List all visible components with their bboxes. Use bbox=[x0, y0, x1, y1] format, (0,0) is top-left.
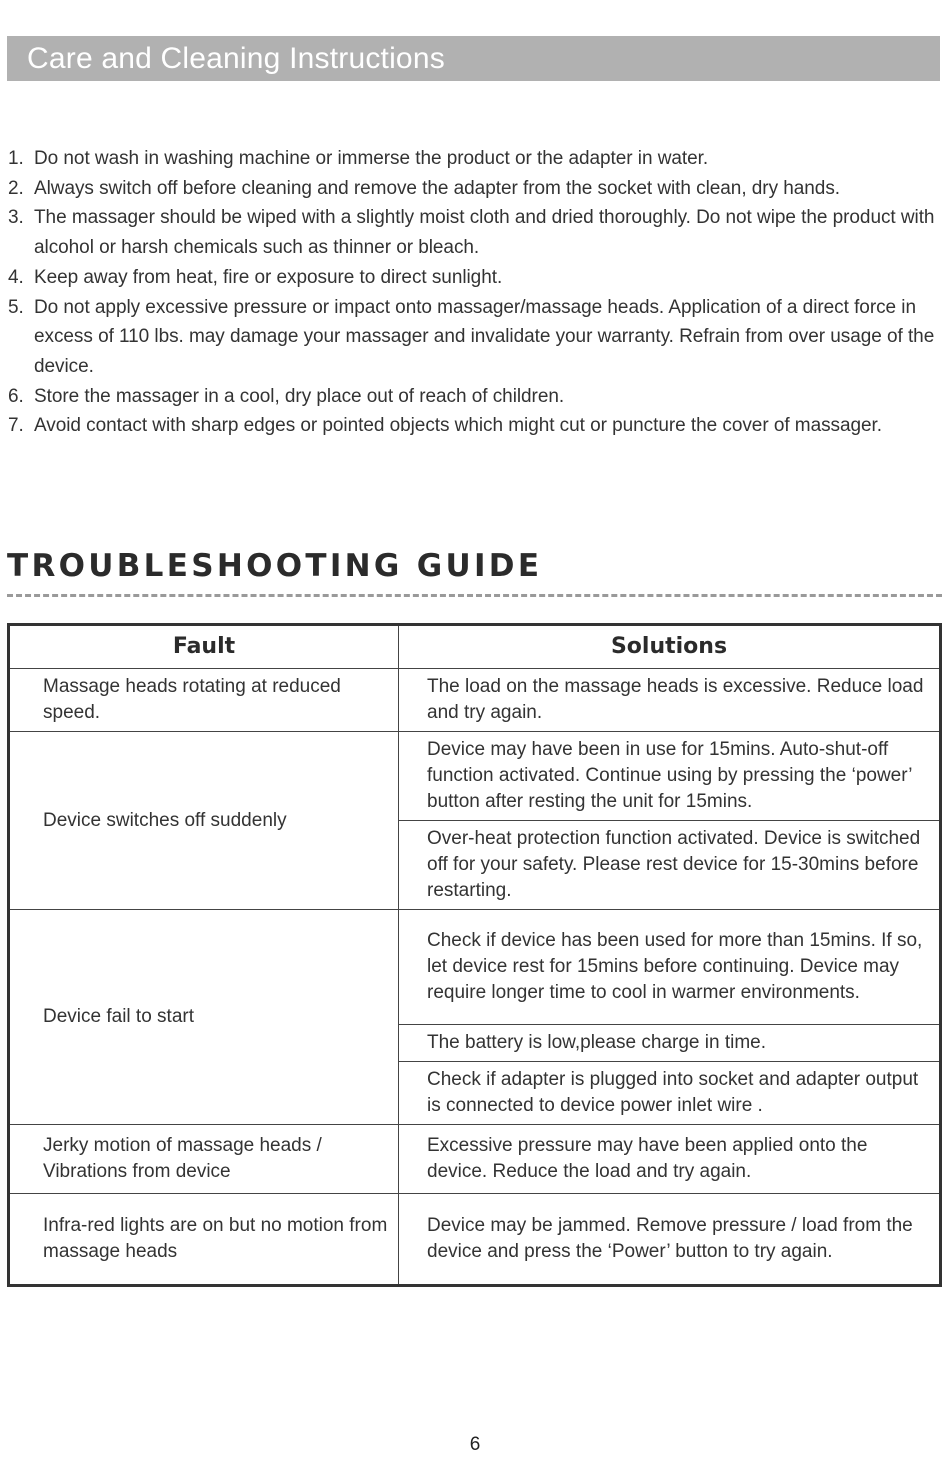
care-item-text: Do not wash in washing machine or immerse the product or the adapter in water. bbox=[34, 148, 709, 169]
care-item-text: Avoid contact with sharp edges or pointed objects which might cut or puncture the cover of massager. bbox=[34, 415, 883, 437]
care-item-text: Do not apply excessive pressure or impact onto massager/massage heads. Application of a direct force in excess of 110 lbs. may damage your massager and invalidate your warranty. Refrain from over usage of the device. bbox=[34, 296, 935, 377]
fault-cell: Device switches off suddenly bbox=[9, 732, 399, 910]
care-item-text: The massager should be wiped with a slightly moist cloth and dried thoroughly. Do not wipe the product with alcohol or harsh chemicals such as thinner or bleach. bbox=[34, 207, 935, 259]
solution-cell: Over-heat protection function activated. Device is switched off for your safety. Please rest device for 15-30mins before restarting. bbox=[399, 821, 941, 910]
care-item-text: Always switch off before cleaning and remove the adapter from the socket with clean, dry hands. bbox=[34, 177, 840, 199]
care-item-text: Store the massager in a cool, dry place out of reach of children. bbox=[34, 385, 565, 407]
care-item bbox=[8, 174, 943, 204]
solutions-column-header: Solutions bbox=[399, 625, 941, 669]
care-item bbox=[8, 203, 943, 262]
solution-cell: Device may have been in use for 15mins. Auto-shut-off function activated. Continue using by pressing the ‘power’ button after resting the unit for 15mins. bbox=[399, 732, 941, 821]
care-item-number: 6. bbox=[8, 385, 24, 407]
fault-cell: Jerky motion of massage heads / Vibrations from device bbox=[9, 1125, 399, 1194]
care-item-number: 2. bbox=[8, 177, 24, 199]
care-item bbox=[8, 144, 943, 174]
solution-cell: Excessive pressure may have been applied onto the device. Reduce the load and try again. bbox=[399, 1125, 941, 1194]
care-item bbox=[8, 411, 943, 441]
fault-cell: Infra-red lights are on but no motion from massage heads bbox=[9, 1194, 399, 1286]
care-item-number: 7. bbox=[8, 415, 24, 437]
table-header-row bbox=[9, 625, 941, 669]
page-number: 6 bbox=[469, 1434, 481, 1455]
fault-cell: Massage heads rotating at reduced speed. bbox=[9, 669, 399, 732]
care-item-number: 4. bbox=[8, 266, 24, 288]
solution-cell: Check if adapter is plugged into socket and adapter output is connected to device power inlet wire . bbox=[399, 1062, 941, 1125]
care-item-number: 3. bbox=[8, 207, 24, 229]
dashed-divider bbox=[7, 594, 942, 597]
solution-cell: Device may be jammed. Remove pressure / load from the device and press the ‘Power’ button to try again. bbox=[399, 1194, 941, 1286]
table-row bbox=[9, 1194, 941, 1286]
table-row bbox=[9, 732, 941, 821]
care-item bbox=[8, 293, 943, 382]
table-row bbox=[9, 1125, 941, 1194]
care-section-title: Care and Cleaning Instructions bbox=[27, 42, 445, 75]
care-section-banner bbox=[7, 36, 940, 81]
solution-cell: The battery is low,please charge in time. bbox=[399, 1025, 941, 1062]
care-item bbox=[8, 382, 943, 412]
care-item-text: Keep away from heat, fire or exposure to direct sunlight. bbox=[34, 266, 503, 288]
solution-cell: Check if device has been used for more than 15mins. If so, let device rest for 15mins before continuing. Device may require longer time to cool in warmer environments. bbox=[399, 910, 941, 1025]
table-row bbox=[9, 910, 941, 1025]
troubleshooting-table bbox=[7, 623, 942, 1287]
care-instructions-list bbox=[8, 144, 943, 441]
fault-column-header: Fault bbox=[9, 625, 399, 669]
solution-cell: The load on the massage heads is excessive. Reduce load and try again. bbox=[399, 669, 941, 732]
care-item bbox=[8, 263, 943, 293]
care-item-number: 1. bbox=[8, 148, 24, 169]
troubleshooting-heading: TROUBLESHOOTING GUIDE bbox=[7, 548, 543, 584]
care-item-number: 5. bbox=[8, 296, 24, 318]
fault-cell: Device fail to start bbox=[9, 910, 399, 1125]
table-row bbox=[9, 669, 941, 732]
